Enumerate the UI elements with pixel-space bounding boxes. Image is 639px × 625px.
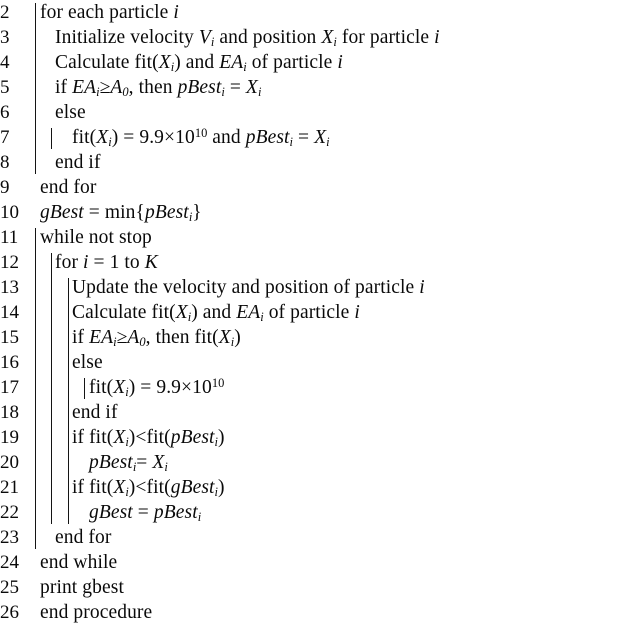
line-number: 5 bbox=[0, 77, 10, 98]
line-number: 12 bbox=[0, 252, 19, 273]
line-code: Calculate $fit(X_i)$ and $EA_i$ of particle i bbox=[72, 302, 360, 325]
line-code: end if bbox=[72, 402, 118, 423]
line-number: 4 bbox=[0, 52, 10, 73]
line-number: 21 bbox=[0, 477, 19, 498]
line-code: Calculate $fit(X_i)$ and $EA_i$ of particle i bbox=[55, 52, 343, 75]
code-line bbox=[0, 450, 639, 475]
code-line bbox=[0, 425, 639, 450]
code-line bbox=[0, 325, 639, 350]
code-line bbox=[0, 300, 639, 325]
line-code: end procedure bbox=[40, 602, 153, 623]
line-number: 22 bbox=[0, 502, 19, 523]
code-line bbox=[0, 275, 639, 300]
line-number: 9 bbox=[0, 177, 10, 198]
code-line bbox=[0, 25, 639, 50]
code-line bbox=[0, 125, 639, 150]
line-code: $fit(X_i) = 9.9\times 10^{10}$ bbox=[89, 375, 225, 400]
line-code: if $fit(X_i)<fit(pBest_i)$ bbox=[72, 427, 225, 450]
code-line bbox=[0, 600, 639, 625]
code-line bbox=[0, 225, 639, 250]
code-line bbox=[0, 500, 639, 525]
line-number: 25 bbox=[0, 577, 19, 598]
code-line bbox=[0, 150, 639, 175]
line-code: pBest$_i$= $X_i$ bbox=[89, 452, 168, 475]
line-number: 14 bbox=[0, 302, 19, 323]
line-number: 20 bbox=[0, 452, 19, 473]
line-code: for i = 1 to K bbox=[55, 252, 158, 273]
code-line bbox=[0, 50, 639, 75]
line-number: 18 bbox=[0, 402, 19, 423]
line-number: 19 bbox=[0, 427, 19, 448]
line-code: else bbox=[72, 352, 103, 373]
code-line bbox=[0, 575, 639, 600]
line-code: end if bbox=[55, 152, 101, 173]
code-line bbox=[0, 250, 639, 275]
code-line bbox=[0, 475, 639, 500]
line-number: 26 bbox=[0, 602, 19, 623]
line-number: 2 bbox=[0, 2, 10, 23]
line-number: 24 bbox=[0, 552, 19, 573]
line-number: 6 bbox=[0, 102, 10, 123]
line-code: if $fit(X_i)<fit(gBest_i)$ bbox=[72, 477, 225, 500]
line-code: end for bbox=[55, 527, 112, 548]
line-code: Initialize velocity $V_i$ and position $X_i$ for particle i bbox=[55, 27, 440, 50]
line-code: if $EA_i\ge A_0$, then pBest$_i$ = $X_i$ bbox=[55, 77, 262, 100]
line-number: 3 bbox=[0, 27, 10, 48]
line-code: print gbest bbox=[40, 577, 124, 598]
line-code: gBest = pBest$_i$ bbox=[89, 502, 202, 525]
line-code: while not stop bbox=[40, 227, 152, 248]
line-code: if $EA_i\ge A_0$, then $fit(X_i)$ bbox=[72, 327, 241, 350]
code-line bbox=[0, 200, 639, 225]
line-number: 7 bbox=[0, 127, 10, 148]
code-line bbox=[0, 400, 639, 425]
line-code: for each particle i bbox=[40, 2, 179, 23]
line-number: 23 bbox=[0, 527, 19, 548]
code-line bbox=[0, 75, 639, 100]
code-line bbox=[0, 525, 639, 550]
line-code: else bbox=[55, 102, 86, 123]
code-line bbox=[0, 350, 639, 375]
line-code: end for bbox=[40, 177, 97, 198]
code-line bbox=[0, 0, 639, 25]
line-code: gBest = min{pBest$_i$} bbox=[40, 202, 202, 225]
line-number: 15 bbox=[0, 327, 19, 348]
code-line bbox=[0, 375, 639, 400]
line-number: 17 bbox=[0, 377, 19, 398]
line-number: 10 bbox=[0, 202, 19, 223]
line-code: end while bbox=[40, 552, 118, 573]
code-line bbox=[0, 100, 639, 125]
line-code: $fit(X_i) = 9.9\times 10^{10}$ and pBest$_i$ = $X_i$ bbox=[72, 125, 330, 150]
code-line bbox=[0, 550, 639, 575]
line-code: Update the velocity and position of particle i bbox=[72, 277, 425, 298]
line-number: 16 bbox=[0, 352, 19, 373]
line-number: 13 bbox=[0, 277, 19, 298]
line-number: 11 bbox=[0, 227, 19, 248]
line-number: 8 bbox=[0, 152, 10, 173]
code-line bbox=[0, 175, 639, 200]
